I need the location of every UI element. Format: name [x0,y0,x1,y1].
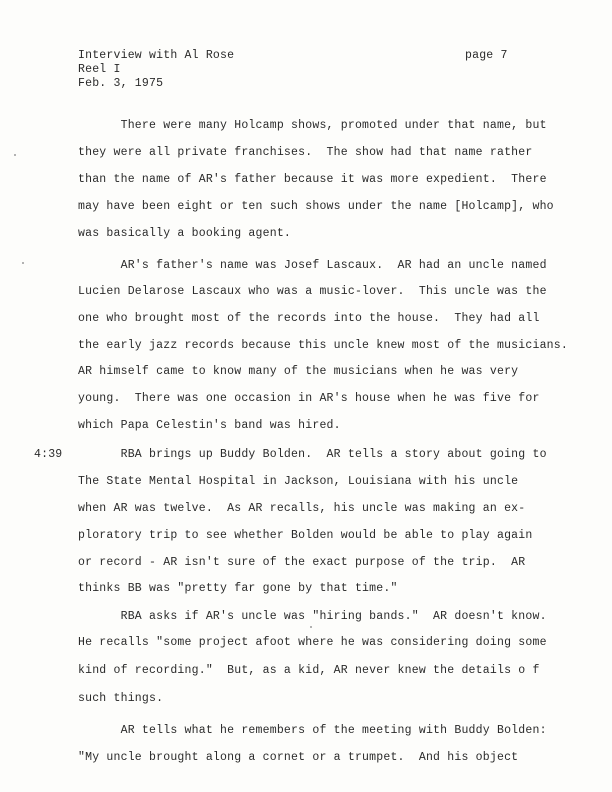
body-line: young. There was one occasion in AR's house when he was five for [78,392,540,405]
header-date: Feb. 3, 1975 [78,77,164,90]
body-line: kind of recording." But, as a kid, AR never knew the details o f [78,664,540,677]
body-line: such things. [78,692,164,705]
scan-speck [22,262,24,264]
header-reel: Reel I [78,63,121,76]
body-line: AR himself came to know many of the musicians when he was very [78,365,519,378]
body-line: RBA asks if AR's uncle was "hiring bands." AR doesn't know. [78,610,547,623]
body-line: which Papa Celestin's band was hired. [78,419,341,432]
body-line: than the name of AR's father because it was more expedient. There [78,173,547,186]
body-line: Lucien Delarose Lascaux who was a music-lover. This uncle was the [78,285,547,298]
body-line: they were all private franchises. The show had that name rather [78,146,533,159]
body-line: RBA brings up Buddy Bolden. AR tells a story about going to [78,448,547,461]
body-line: or record - AR isn't sure of the exact purpose of the trip. AR [78,556,526,569]
body-line: when AR was twelve. As AR recalls, his uncle was making an ex- [78,502,526,515]
scan-speck [14,154,16,156]
body-line: The State Mental Hospital in Jackson, Louisiana with his uncle [78,475,519,488]
body-line: There were many Holcamp shows, promoted under that name, but [78,119,547,132]
body-line: was basically a booking agent. [78,227,292,240]
page-number: page 7 [465,49,508,62]
body-line: ploratory trip to see whether Bolden would be able to play again [78,529,533,542]
body-line: thinks BB was "pretty far gone by that time." [78,582,398,595]
body-line: He recalls "some project afoot where he was considering doing some [78,636,547,649]
body-line: one who brought most of the records into the house. They had all [78,312,540,325]
body-line: AR's father's name was Josef Lascaux. AR had an uncle named [78,259,547,272]
body-line: AR tells what he remembers of the meeting with Buddy Bolden: [78,724,547,737]
margin-timestamp: 4:39 [34,448,63,461]
header-title: Interview with Al Rose [78,49,235,62]
body-line: the early jazz records because this uncle knew most of the musicians. [78,339,568,352]
body-line: "My uncle brought along a cornet or a trumpet. And his object [78,751,519,764]
body-line: may have been eight or ten such shows under the name [Holcamp], who [78,200,554,213]
scan-speck [310,626,312,628]
